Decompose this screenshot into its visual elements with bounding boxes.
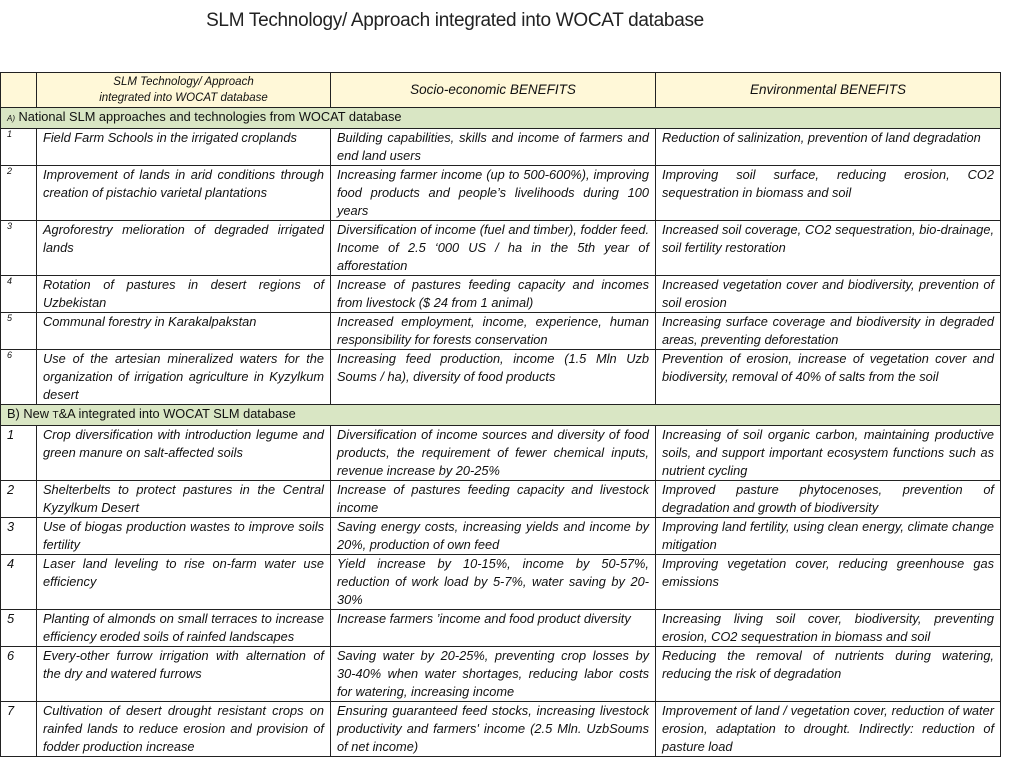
table-row [1,518,1001,555]
technology-cell: Cultivation of desert drought resistant crops on rainfed lands to reduce erosion and provision of fodder production increase [37,702,331,757]
table-row [1,481,1001,518]
section-b-row [1,405,1001,426]
row-number: 5 [1,610,37,647]
row-number: 3 [1,221,37,276]
environmental-cell: Increasing surface coverage and biodiversity in degraded areas, preventing deforestation [656,313,1001,350]
socio-economic-cell: Saving energy costs, increasing yields and income by 20%, production of own feed [331,518,656,555]
row-number: 7 [1,702,37,757]
socio-economic-cell: Increase of pastures feeding capacity and incomes from livestock ($ 24 from 1 animal) [331,276,656,313]
table-row [1,276,1001,313]
row-number: 2 [1,481,37,518]
environmental-cell: Prevention of erosion, increase of vegetation cover and biodiversity, removal of 40% of salts from the soil [656,350,1001,405]
socio-economic-cell: Yield increase by 10-15%, income by 50-57%, reduction of work load by 5-7%, water saving by 20-30% [331,555,656,610]
table-row [1,166,1001,221]
section-a-marker: A) [7,114,15,123]
technology-cell: Agroforestry melioration of degraded irrigated lands [37,221,331,276]
section-b-text-t: T [52,410,59,421]
section-b-text-1: B) New [7,406,53,421]
row-number: 1 [1,426,37,481]
section-a-label [1,108,1001,129]
table-row [1,221,1001,276]
row-number: 6 [1,647,37,702]
row-number: 2 [1,166,37,221]
section-a-row [1,108,1001,129]
technology-cell: Planting of almonds on small terraces to increase efficiency eroded soils of rainfed landscapes [37,610,331,647]
header-num-cell [1,73,37,108]
environmental-cell: Improving land fertility, using clean energy, climate change mitigation [656,518,1001,555]
environmental-cell: Increased soil coverage, CO2 sequestration, bio-drainage, soil fertility restoration [656,221,1001,276]
table-row [1,610,1001,647]
section-b-label [1,405,1001,426]
environmental-cell: Reducing the removal of nutrients during watering, reducing the risk of degradation [656,647,1001,702]
table-row [1,129,1001,166]
environmental-cell: Improved pasture phytocenoses, prevention of degradation and growth of biodiversity [656,481,1001,518]
technology-cell: Shelterbelts to protect pastures in the Central Kyzylkum Desert [37,481,331,518]
header-environmental: Environmental BENEFITS [656,73,1001,108]
environmental-cell: Increasing of soil organic carbon, maintaining productive soils, and support important ecosystem functions such as nutrient cycling [656,426,1001,481]
socio-economic-cell: Building capabilities, skills and income of farmers and end land users [331,129,656,166]
environmental-cell: Reduction of salinization, prevention of land degradation [656,129,1001,166]
socio-economic-cell: Increase farmers ’income and food product diversity [331,610,656,647]
row-number: 4 [1,555,37,610]
socio-economic-cell: Increase of pastures feeding capacity and livestock income [331,481,656,518]
environmental-cell: Increased vegetation cover and biodiversity, prevention of soil erosion [656,276,1001,313]
socio-economic-cell: Increasing feed production, income (1.5 Mln Uzb Soums / ha), diversity of food products [331,350,656,405]
environmental-cell: Improvement of land / vegetation cover, reduction of water erosion, adaptation to drought. Indirectly: reduction of pasture load [656,702,1001,757]
row-number: 4 [1,276,37,313]
technology-cell: Crop diversification with introduction legume and green manure on salt-affected soils [37,426,331,481]
row-number: 3 [1,518,37,555]
technology-cell: Laser land leveling to rise on-farm water use efficiency [37,555,331,610]
socio-economic-cell: Diversification of income (fuel and timber), fodder feed. Income of 2.5 ‘000 US / ha in the 5th year of afforestation [331,221,656,276]
technology-cell: Use of the artesian mineralized waters for the organization of irrigation agriculture in Kyzylkum desert [37,350,331,405]
technology-cell: Every-other furrow irrigation with alternation of the dry and watered furrows [37,647,331,702]
header-technology [37,73,331,108]
section-a-body [1,129,1001,405]
table-row [1,702,1001,757]
section-b-text-2: &A integrated into WOCAT SLM database [58,406,296,421]
technology-cell: Use of biogas production wastes to improve soils fertility [37,518,331,555]
page-title: SLM Technology/ Approach integrated into WOCAT database [206,10,704,31]
technology-cell: Field Farm Schools in the irrigated croplands [37,129,331,166]
table-row [1,555,1001,610]
environmental-cell: Improving vegetation cover, reducing greenhouse gas emissions [656,555,1001,610]
socio-economic-cell: Ensuring guaranteed feed stocks, increasing livestock productivity and farmers' income (2.5 Mln. UzbSoums of net income) [331,702,656,757]
environmental-cell: Increasing living soil cover, biodiversity, preventing erosion, CO2 sequestration in biomass and soil [656,610,1001,647]
section-b-body [1,426,1001,757]
technology-cell: Rotation of pastures in desert regions of Uzbekistan [37,276,331,313]
row-number: 6 [1,350,37,405]
socio-economic-cell: Diversification of income sources and diversity of food products, the requirement of fewer chemical inputs, revenue increase by 20-25% [331,426,656,481]
benefits-table [0,72,1001,757]
environmental-cell: Improving soil surface, reducing erosion, CO2 sequestration in biomass and soil [656,166,1001,221]
table-row [1,426,1001,481]
table-row [1,647,1001,702]
header-socio-economic: Socio-economic BENEFITS [331,73,656,108]
socio-economic-cell: Increasing farmer income (up to 500-600%), improving food products and people’s livelihoods during 100 years [331,166,656,221]
header-technology-line1: SLM Technology/ Approach [113,76,254,88]
table-row [1,313,1001,350]
technology-cell: Improvement of lands in arid conditions through creation of pistachio varietal plantations [37,166,331,221]
row-number: 1 [1,129,37,166]
technology-cell: Communal forestry in Karakalpakstan [37,313,331,350]
table-header-row [1,73,1001,108]
section-a-text: National SLM approaches and technologies from WOCAT database [15,109,402,124]
table-row [1,350,1001,405]
socio-economic-cell: Saving water by 20-25%, preventing crop losses by 30-40% when water shortages, reducing labor costs for watering, increasing income [331,647,656,702]
header-technology-line2: integrated into WOCAT database [99,92,268,104]
row-number: 5 [1,313,37,350]
socio-economic-cell: Increased employment, income, experience, human responsibility for forests conservation [331,313,656,350]
